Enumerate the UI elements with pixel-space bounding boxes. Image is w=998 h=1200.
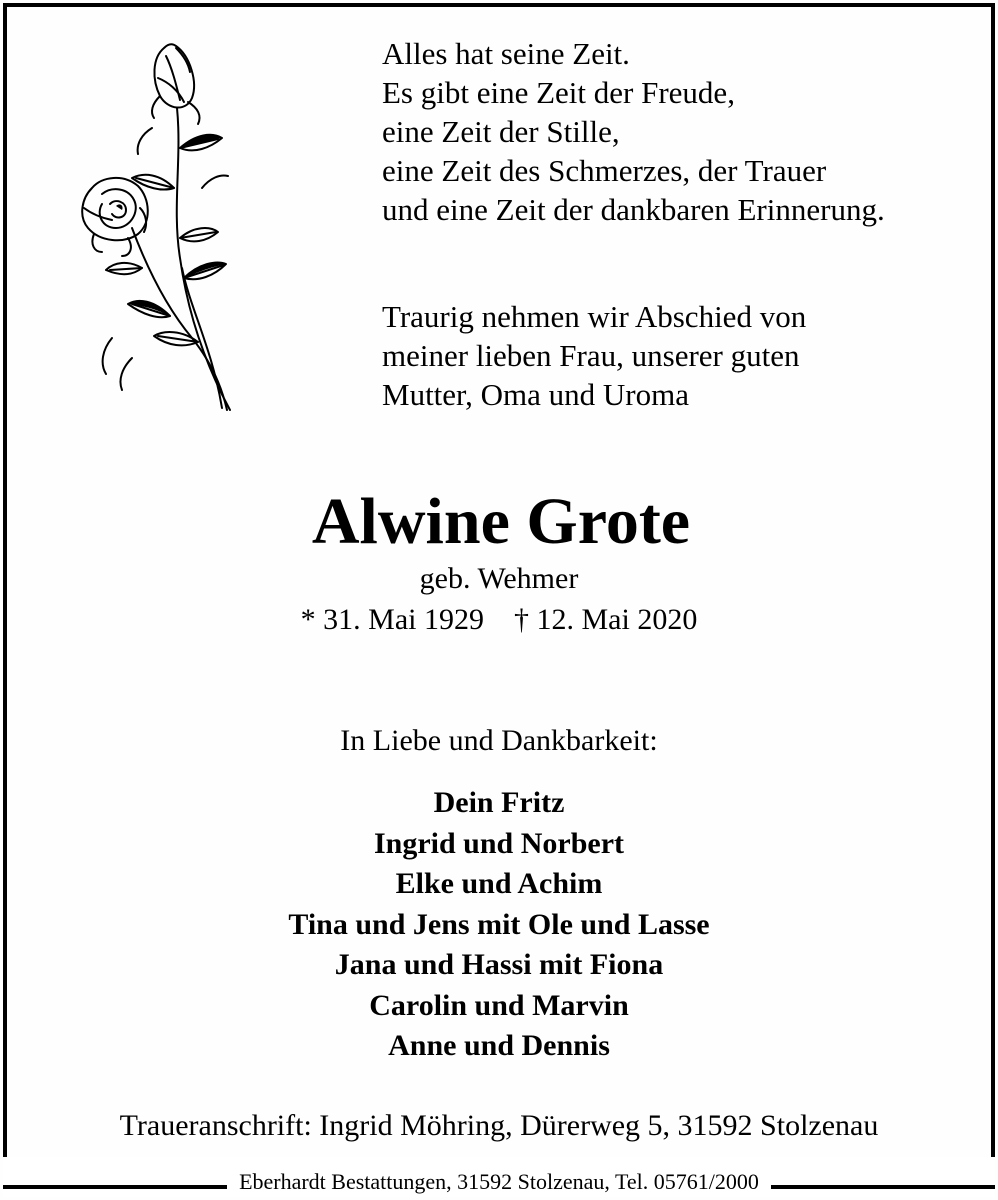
mourner-name: Ingrid und Norbert [373, 826, 625, 860]
farewell-text [382, 297, 806, 414]
maiden-name: geb. Wehmer [419, 562, 579, 595]
funeral-home-footer [0, 1168, 998, 1196]
mourners-list [0, 783, 998, 1067]
mourner-name: Anne und Dennis [388, 1029, 610, 1062]
farewell-line: meiner lieben Frau, unserer guten [382, 338, 800, 373]
deceased-name: Alwine Grote [311, 485, 691, 558]
mourning-address: Traueranschrift: Ingrid Möhring, Dürerweg 5, 31592 Stolzenau [119, 1109, 879, 1142]
mourner-name: Tina und Jens mit Ole und Lasse [288, 907, 710, 941]
poem-line: Alles hat seine Zeit. [382, 36, 630, 71]
rose-icon [72, 38, 242, 418]
death-date: † 12. Mai 2020 [514, 603, 698, 636]
poem-line: eine Zeit des Schmerzes, der Trauer [382, 153, 827, 188]
funeral-home-text: Eberhardt Bestattungen, 31592 Stolzenau, Tel. 05761/2000 [227, 1169, 771, 1194]
mourner-name: Elke und Achim [395, 867, 603, 900]
poem-line: und eine Zeit der dankbaren Erinnerung. [382, 192, 885, 227]
mourner-name: Carolin und Marvin [369, 988, 629, 1022]
birth-date: * 31. Mai 1929 [300, 603, 484, 636]
farewell-line: Mutter, Oma und Uroma [382, 377, 689, 412]
mourners-heading: In Liebe und Dankbarkeit: [340, 724, 658, 757]
poem-line: eine Zeit der Stille, [382, 114, 620, 149]
mourner-name: Jana und Hassi mit Fiona [334, 948, 664, 981]
poem-line: Es gibt eine Zeit der Freude, [382, 75, 735, 110]
poem [382, 34, 885, 229]
farewell-line: Traurig nehmen wir Abschied von [382, 299, 807, 334]
life-dates [0, 601, 998, 639]
mourner-name: Dein Fritz [433, 786, 565, 819]
